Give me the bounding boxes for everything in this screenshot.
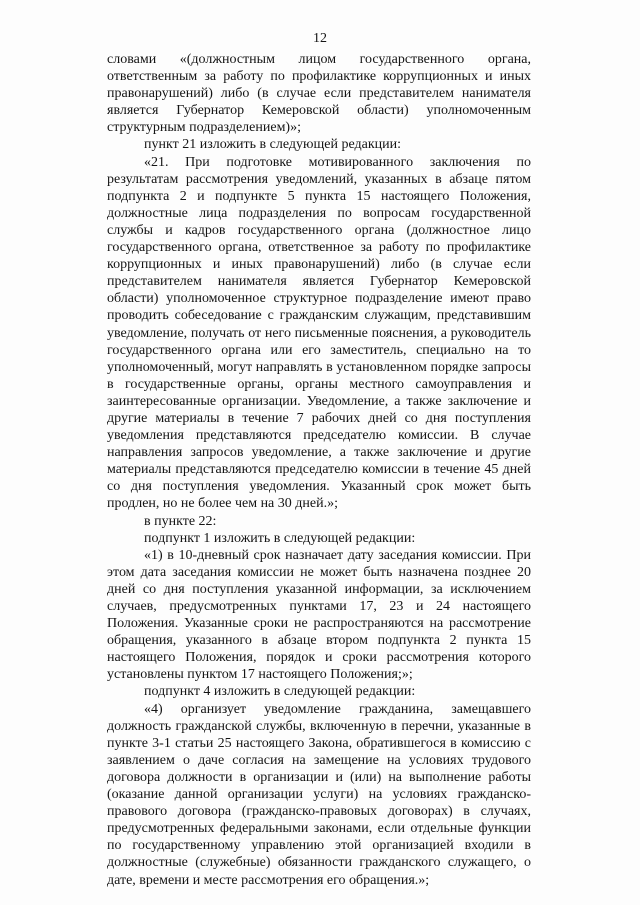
page-number: 12: [313, 31, 327, 46]
paragraph-instruction-sub1: подпункт 1 изложить в следующей редакции:: [144, 530, 416, 546]
paragraph-continuation: словами «(должностным лицом государственного органа, ответственным за работу по профилактике коррупционных и иных правонарушений) либо (в случае если представителем нанимателя является Губернатор Кемеровской области) уполномоченным структурным подразделением)»;: [107, 52, 531, 136]
paragraph-new-sub1: «1) в 10-дневный срок назначает дату заседания комиссии. При этом дата заседания комиссии не может быть назначена позднее 20 дней со дня поступления указанной информации, за исключением случаев, предусмотренных пунктами 17, 23 и 24 настоящего Положения. Указанные сроки не распространяются на рассмотрение обращения, указанного в абзаце втором подпункта 2 пункта 15 настоящего Положения, порядок и сроки рассмотрения которого установлены пунктом 17 настоящего Положения;»;: [107, 547, 531, 683]
document-body: [107, 51, 531, 889]
paragraph-new-p21: «21. При подготовке мотивированного заключения по результатам рассмотрения уведомлений, указанных в абзаце пятом подпункта 2 и подпункте 5 пункта 15 настоящего Положения, должностные лица подразделения по вопросам государственной службы и кадров государственного органа (должностное лицо государственного органа, ответственное за работу по профилактике коррупционных и иных правонарушений) либо (в случае если представителем нанимателя является Губернатор Кемеровской области) уполномоченное структурное подразделение имеют право проводить собеседование с гражданским служащим, представившим уведомление, получать от него письменные пояснения, а руководитель государственного органа или его заместитель, специально на то уполномоченный, могут направлять в установленном порядке запросы в государственные органы, органы местного самоуправления и заинтересованные организации. Уведомление, а также заключение и другие материалы в течение 7 рабочих дней со дня поступления уведомления представляются председателю комиссии. В случае направления запросов уведомление, а также заключение и другие материалы представляются председателю комиссии в течение 45 дней со дня поступления уведомления. Указанный срок может быть продлен, но не более чем на 30 дней.»;: [107, 154, 531, 512]
paragraph-instruction-p22: в пункте 22:: [144, 513, 217, 529]
paragraph-instruction-sub4: подпункт 4 изложить в следующей редакции:: [144, 684, 416, 700]
paragraph-new-sub4: «4) организует уведомление гражданина, замещавшего должность гражданской службы, включенную в перечни, указанные в пункте 3-1 статьи 25 настоящего Закона, обратившегося в комиссию с заявлением о даче согласия на замещение на условиях трудового договора должности в организации и (или) на выполнение работы (оказание данной организации услуги) на условиях гражданско-правового договора (гражданско-правовых договорах) в случаях, предусмотренных федеральными законами, если отдельные функции по государственному управлению этой организацией входили в должностные (служебные) обязанности гражданского служащего, о дате, времени и месте рассмотрения его обращения.»;: [107, 701, 531, 888]
paragraph-instruction-p21: пункт 21 изложить в следующей редакции:: [144, 137, 401, 153]
